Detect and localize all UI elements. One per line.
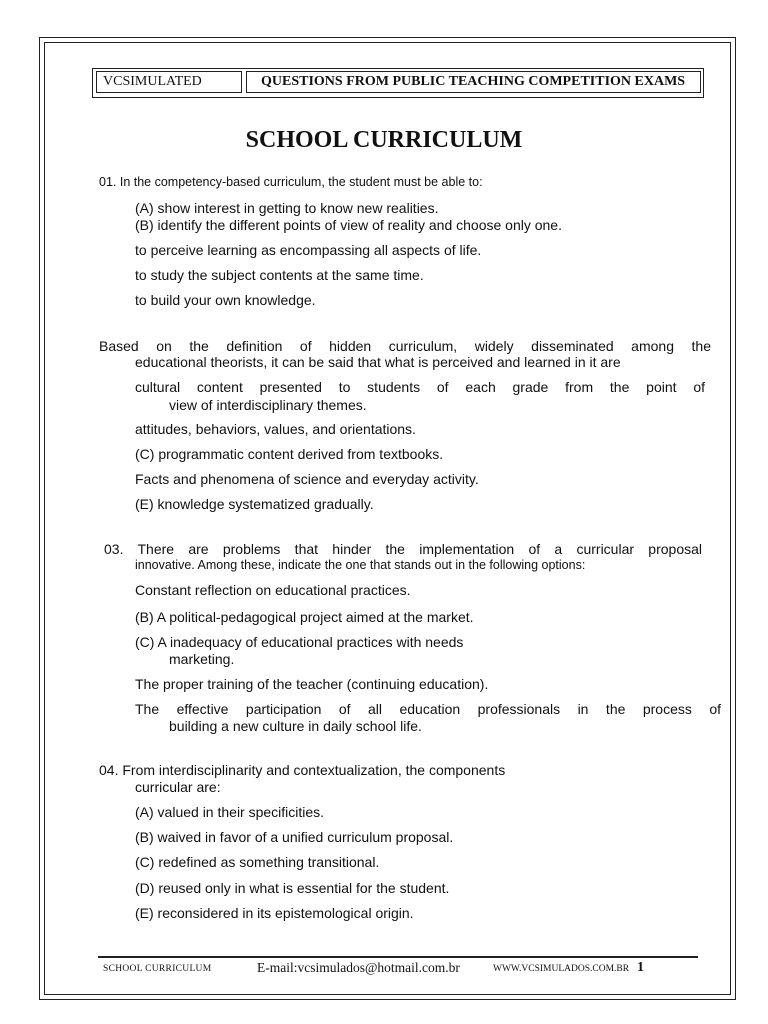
q3-option-a: Constant reflection on educational practices. [135, 582, 411, 598]
q4-option-e: (E) reconsidered in its epistemological origin. [135, 905, 414, 921]
q3-option-e-line1: The effective participation of all education professionals in the process of [135, 701, 721, 717]
q1-option-b: (B) identify the different points of view of reality and choose only one. [135, 217, 562, 233]
q4-option-b: (B) waived in favor of a unified curriculum proposal. [135, 829, 454, 845]
q3-option-c-line1: (C) A inadequacy of educational practices with needs [135, 634, 464, 650]
q4-option-d: (D) reused only in what is essential for the student. [135, 880, 450, 896]
q2-option-e: (E) knowledge systematized gradually. [135, 496, 374, 512]
header-brand: VCSIMULATED [96, 71, 242, 93]
q2-option-a-line1: cultural content presented to students of each grade from the point of [135, 379, 705, 395]
q2-option-a-line2: view of interdisciplinary themes. [169, 397, 367, 413]
q2-stem-line2: educational theorists, it can be said that what is perceived and learned in it are [135, 354, 621, 370]
footer-divider [98, 956, 698, 958]
q1-stem: 01. In the competency-based curriculum, the student must be able to: [99, 175, 483, 189]
q3-option-c-line2: marketing. [169, 651, 235, 667]
q4-option-c: (C) redefined as something transitional. [135, 854, 380, 870]
header-subtitle: QUESTIONS FROM PUBLIC TEACHING COMPETITION EXAMS [246, 71, 701, 93]
q1-option-d: to study the subject contents at the same time. [135, 267, 424, 283]
q2-option-b: attitudes, behaviors, values, and orientations. [135, 421, 416, 437]
q4-stem-line1: 04. From interdisciplinarity and contextualization, the components [99, 762, 506, 778]
q1-option-c: to perceive learning as encompassing all aspects of life. [135, 242, 482, 258]
q3-stem-line2: innovative. Among these, indicate the one that stands out in the following options: [135, 558, 586, 572]
page-title: SCHOOL CURRICULUM [245, 127, 523, 153]
q2-option-c: (C) programmatic content derived from textbooks. [135, 446, 444, 462]
q3-option-b: (B) A political-pedagogical project aimed at the market. [135, 609, 474, 625]
q2-option-d: Facts and phenomena of science and everyday activity. [135, 471, 479, 487]
footer-page-number: 1 [637, 960, 644, 975]
q4-option-a: (A) valued in their specificities. [135, 804, 325, 820]
q3-stem-line1: 03. There are problems that hinder the implementation of a curricular proposal [104, 541, 702, 557]
q4-stem-line2: curricular are: [135, 779, 221, 795]
footer-section-name: SCHOOL CURRICULUM [103, 964, 212, 974]
footer-email: E-mail:vcsimulados@hotmail.com.br [257, 960, 460, 975]
q3-option-e-line2: building a new culture in daily school life. [169, 718, 422, 734]
footer-website: WWW.VCSIMULADOS.COM.BR [493, 964, 630, 974]
q3-option-d: The proper training of the teacher (continuing education). [135, 676, 489, 692]
q1-option-e: to build your own knowledge. [135, 292, 316, 308]
q2-stem-line1: Based on the definition of hidden curriculum, widely disseminated among the [99, 338, 711, 354]
q1-option-a: (A) show interest in getting to know new realities. [135, 200, 439, 216]
